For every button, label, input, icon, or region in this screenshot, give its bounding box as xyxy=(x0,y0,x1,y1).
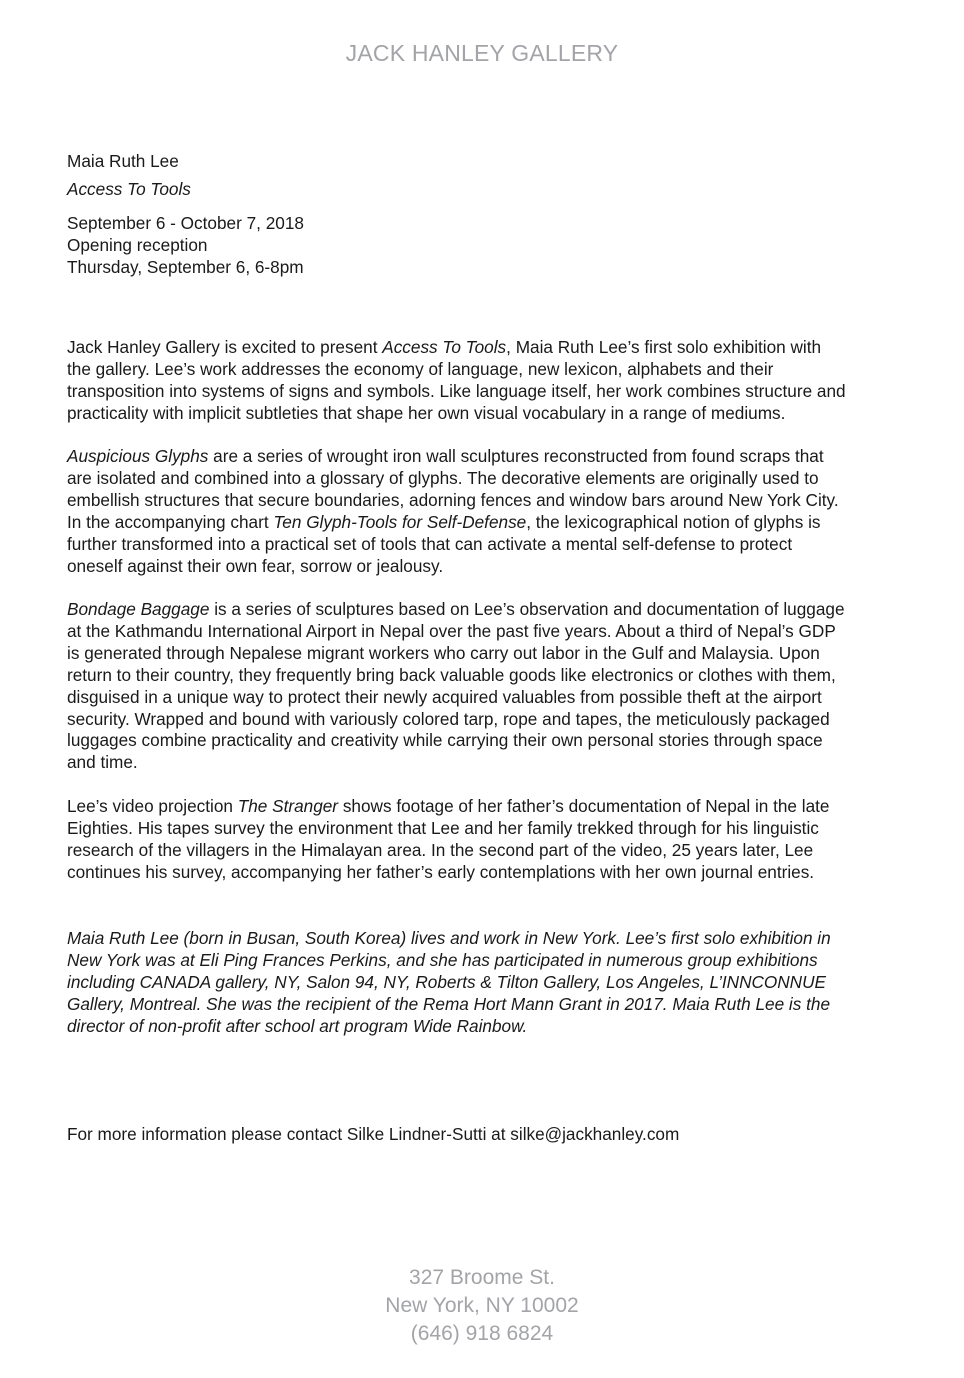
exhibition-title: Access To Tools xyxy=(67,179,191,199)
contact-email: silke@jackhanley.com xyxy=(510,1124,680,1144)
exhibition-dates-block xyxy=(67,213,304,279)
baggage-paragraph: Bondage Baggage is a series of sculptures based on Lee’s observation and documentation of luggage at the Kathmandu International Airport in Nepal over the past five years. About a third of Nepal’s GDP is generated through Nepalese migrant workers who carry out labor in the Gulf and Malaysia. Upon return to their country, they frequently bring back valuable goods like electronics or clothes with them, disguised in a unique way to protect their newly acquired valuables from possible theft at the airport security. Wrapped and bound with variously colored tarp, rope and tapes, the meticulously packaged luggages combine practicality and creativity while carrying their own personal stories through space and time. xyxy=(67,599,845,773)
artwork-title-the-stranger: The Stranger xyxy=(237,796,339,816)
artist-name: Maia Ruth Lee xyxy=(67,151,179,171)
gallery-address-footer xyxy=(0,1264,964,1348)
artist-bio-paragraph: Maia Ruth Lee (born in Busan, South Korea) lives and work in New York. Lee’s first solo exhibition in New York was at Eli Ping Frances Perkins, and she has participated in numerous group exhibitions including CANADA gallery, NY, Salon 94, NY, Roberts & Tilton Gallery, Los Angeles, L’INNCONNUE Gallery, Montreal. She was the recipient of the Rema Hort Mann Grant in 2017. Maia Ruth Lee is the director of non-profit after school art program Wide Rainbow. xyxy=(67,928,831,1036)
contact-line: For more information please contact Silke Lindner-Sutti at silke@jackhanley.com xyxy=(67,1124,680,1144)
artwork-title-auspicious-glyphs: Auspicious Glyphs xyxy=(67,446,209,466)
video-paragraph: Lee’s video projection The Stranger shows footage of her father’s documentation of Nepal in the late Eighties. His tapes survey the environment that Lee and her family trekked through for his linguistic research of the villagers in the Himalayan area. In the second part of the video, 25 years later, Lee continues his survey, accompanying her father’s early contemplations with her own journal entries. xyxy=(67,796,830,882)
exhibition-dates: September 6 - October 7, 2018 xyxy=(67,213,304,233)
exhibition-title-inline: Access To Tools xyxy=(382,337,507,357)
address-street: 327 Broome St. xyxy=(409,1266,555,1289)
glyphs-paragraph: Auspicious Glyphs are a series of wrought iron wall sculptures reconstructed from found scraps that are isolated and combined into a glossary of glyphs. The decorative elements are originally used to embellish structures that secure boundaries, adorning fences and window bars around New York City. In the accompanying chart Ten Glyph-Tools for Self-Defense, the lexicographical notion of glyphs is further transformed into a practical set of tools that can activate a mental self-defense to protect oneself against their own fear, sorrow or jealousy. xyxy=(67,446,839,576)
reception-label: Opening reception xyxy=(67,234,208,255)
gallery-name-header: JACK HANLEY GALLERY xyxy=(345,40,619,66)
address-city: New York, NY 10002 xyxy=(385,1294,579,1317)
phone-number: (646) 918 6824 xyxy=(410,1322,554,1345)
intro-paragraph: Jack Hanley Gallery is excited to present Access To Tools, Maia Ruth Lee’s first solo exhibition with the gallery. Lee’s work addresses the economy of language, new lexicon, alphabets and their transposition into systems of signs and symbols. Like language itself, her work combines structure and practicality with implicit subtleties that shape her own visual vocabulary in a range of mediums. xyxy=(67,337,846,423)
reception-time: Thursday, September 6, 6-8pm xyxy=(67,256,304,277)
artwork-title-ten-glyph-tools: Ten Glyph-Tools for Self-Defense xyxy=(273,511,527,532)
artwork-title-bondage-baggage: Bondage Baggage xyxy=(67,599,210,619)
